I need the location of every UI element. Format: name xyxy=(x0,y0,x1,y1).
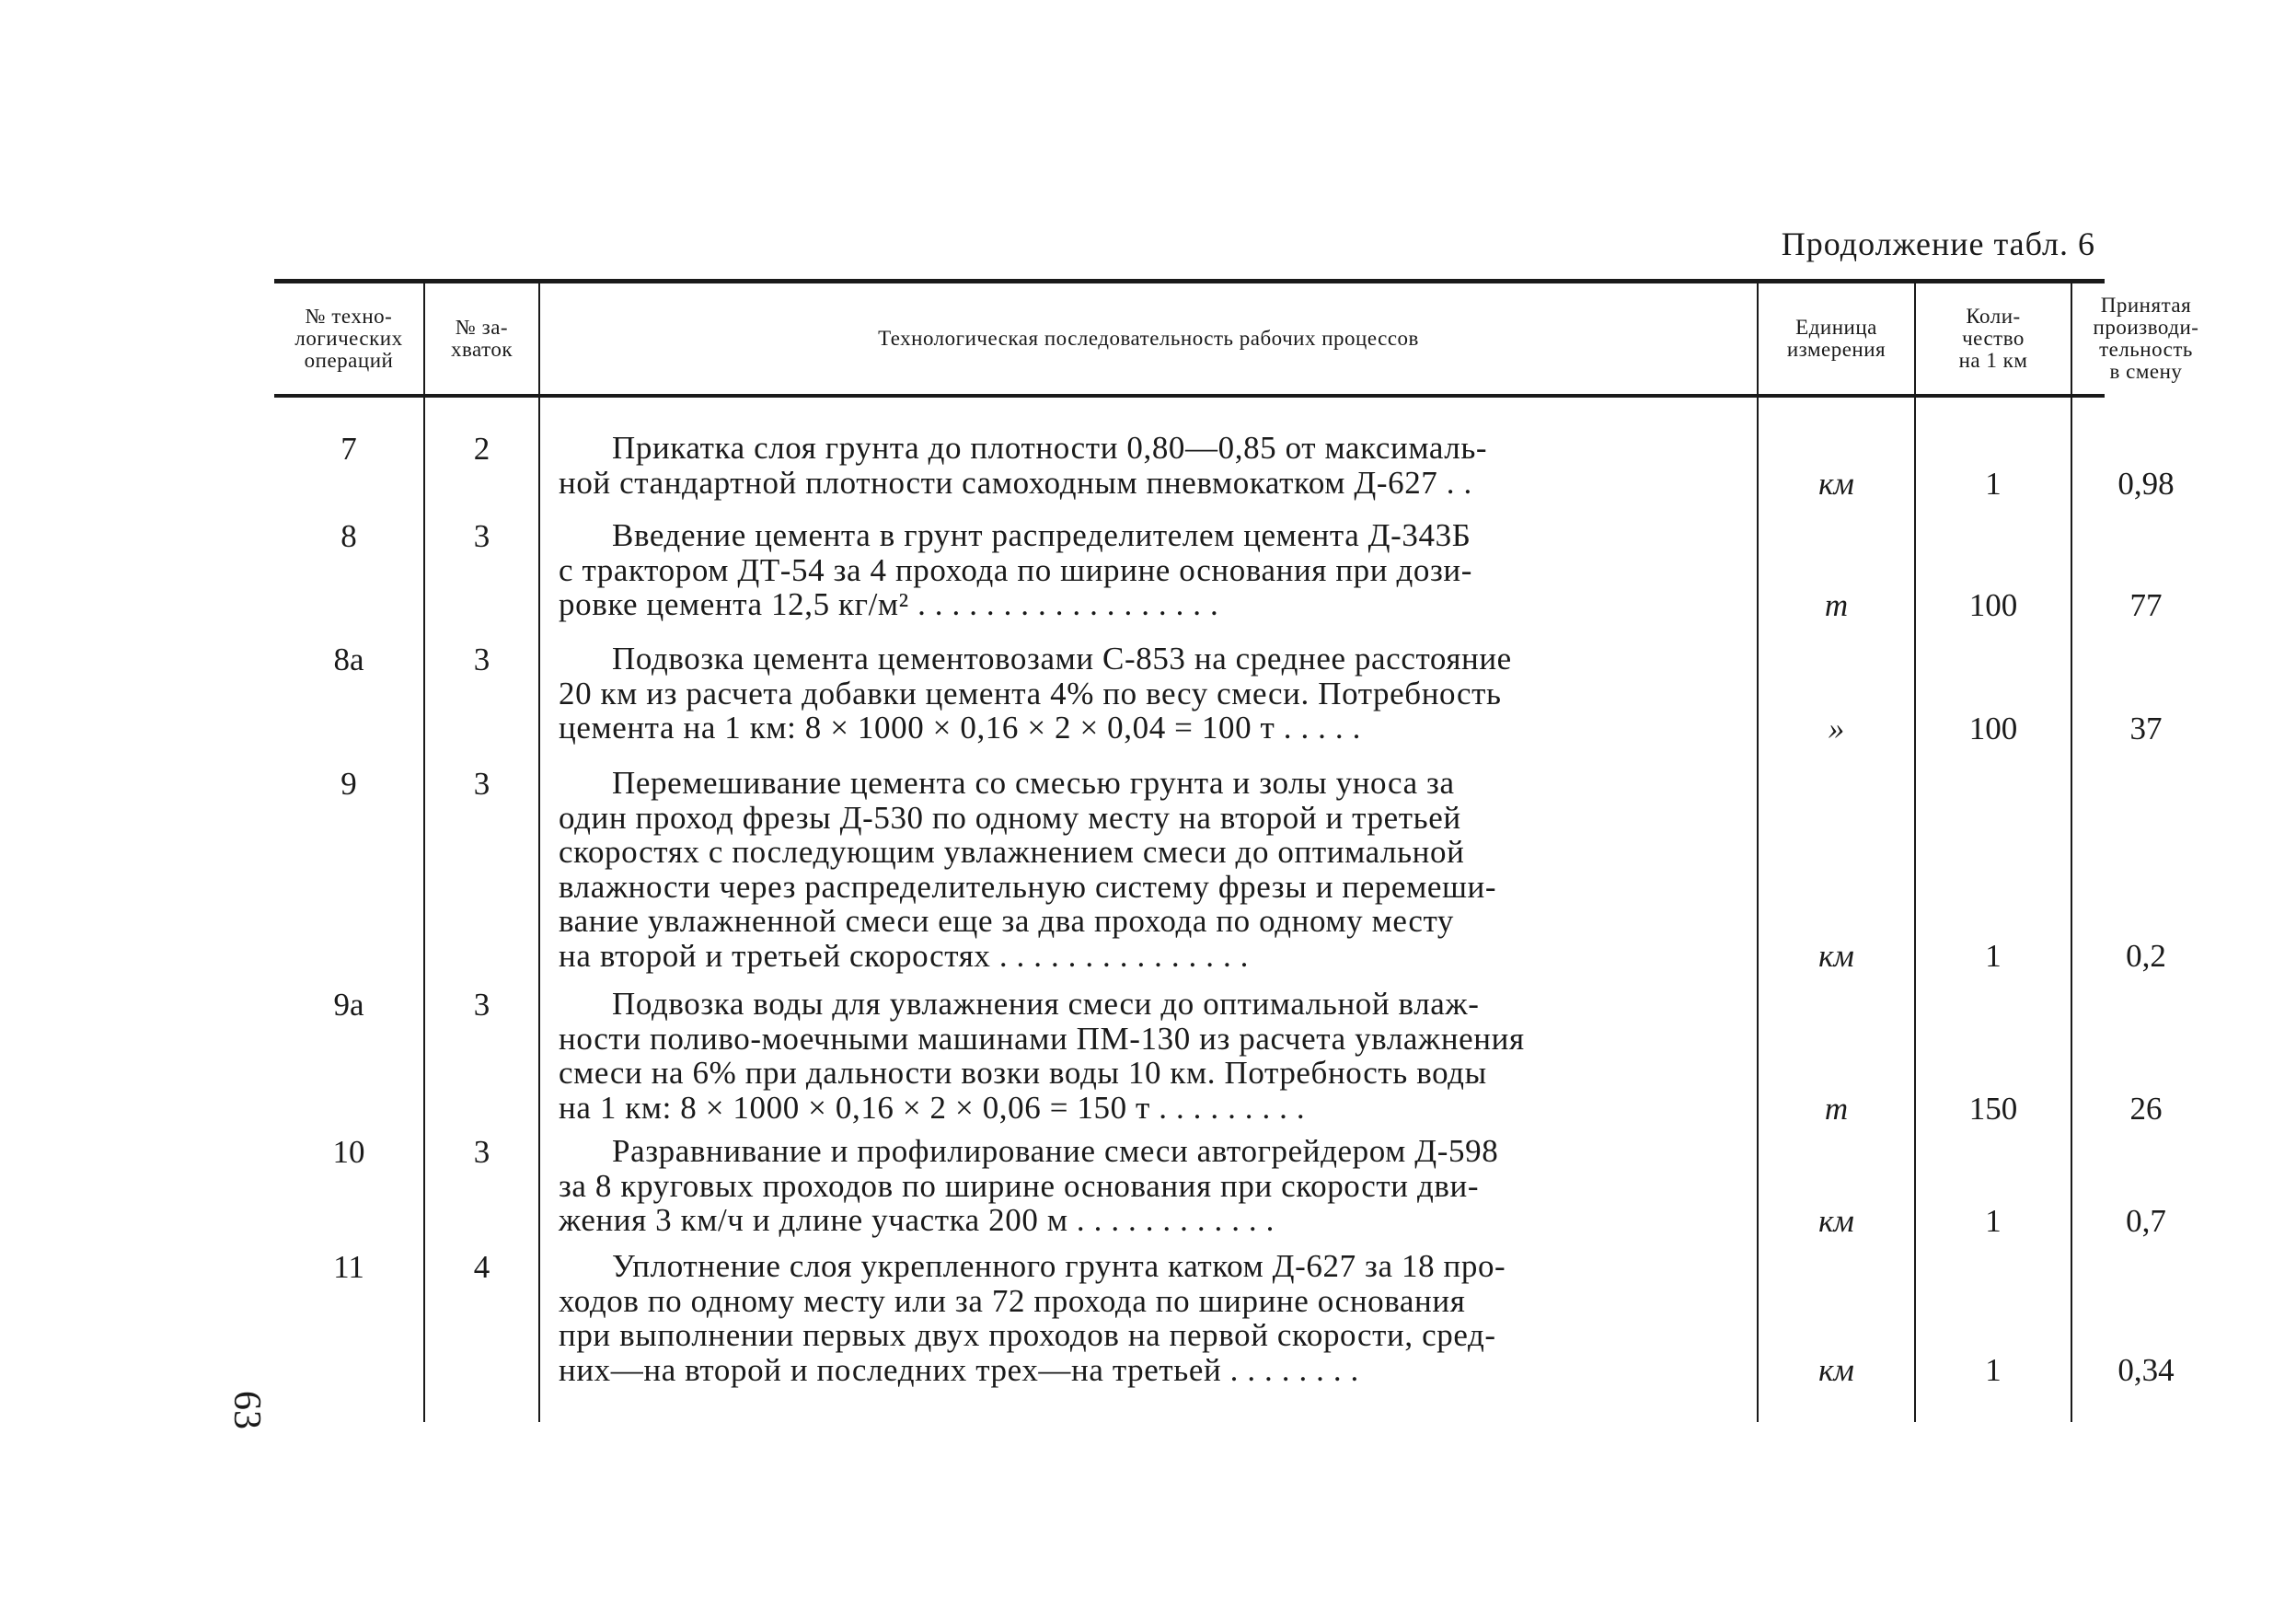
process-line: смеси на 6% при дальности возки воды 10 км. Потребность воды xyxy=(559,1055,1487,1091)
header-line: тельность xyxy=(2099,338,2193,361)
header-line: на 1 км xyxy=(1958,349,2028,372)
operation-number: 9 xyxy=(340,766,357,802)
performance-value: 77 xyxy=(2129,587,2163,623)
header-operation-number xyxy=(274,283,423,394)
grip-number: 2 xyxy=(473,431,490,467)
table-body xyxy=(274,398,2175,1422)
performance-column xyxy=(2071,398,2220,1422)
process-line: на 1 км: 8 × 1000 × 0,16 × 2 × 0,06 = 150 т . . . . . . . . . xyxy=(559,1089,1306,1126)
process-line: Подвозка цемента цементовозами С-853 на среднее расстояние xyxy=(612,641,1512,677)
grip-number: 3 xyxy=(473,766,490,802)
header-line: логических xyxy=(294,327,403,350)
header-process xyxy=(538,283,1757,394)
process-line: ности поливо-моечными машинами ПМ-130 из расчета увлажнения xyxy=(559,1020,1525,1057)
process-line: ной стандартной плотности самоходным пневмокатком Д-627 . . xyxy=(559,464,1472,501)
unit-value: км xyxy=(1818,938,1854,974)
performance-value: 0,7 xyxy=(2126,1203,2166,1239)
process-line: Прикатка слоя грунта до плотности 0,80—0,85 от максималь- xyxy=(612,430,1488,466)
process-line: влажности через распределительную систему фрезы и перемеши- xyxy=(559,868,1497,905)
header-grip-number xyxy=(423,283,538,394)
quantity-value: 1 xyxy=(1985,466,2002,502)
quantity-value: 1 xyxy=(1985,1203,2002,1239)
unit-value: км xyxy=(1818,466,1854,502)
process-description xyxy=(540,431,1757,500)
process-line: вание увлажненной смеси еще за два прохода по одному месту xyxy=(559,903,1455,939)
process-description xyxy=(540,766,1757,973)
process-line: Перемешивание цемента со смесью грунта и золы уноса за xyxy=(612,765,1455,801)
header-line: № техно- xyxy=(305,305,393,328)
header-line: производи- xyxy=(2093,316,2199,339)
process-column xyxy=(538,398,1757,1422)
operation-number: 10 xyxy=(332,1134,365,1170)
process-line: Подвозка воды для увлажнения смеси до оптимальной влаж- xyxy=(612,986,1480,1022)
process-description xyxy=(540,1249,1757,1387)
header-line: операций xyxy=(304,349,394,372)
process-description xyxy=(540,987,1757,1125)
quantity-value: 100 xyxy=(1968,711,2018,746)
grip-number: 3 xyxy=(473,1134,490,1170)
header-line: в смену xyxy=(2109,360,2183,383)
quantity-value: 1 xyxy=(1985,938,2002,974)
performance-value: 37 xyxy=(2129,711,2163,746)
page-number: 63 xyxy=(225,1391,268,1429)
grip-number: 4 xyxy=(473,1249,490,1285)
table-continuation-caption: Продолжение табл. 6 xyxy=(1781,226,2095,262)
process-line: Разравнивание и профилирование смеси автогрейдером Д-598 xyxy=(612,1133,1499,1169)
grip-number: 3 xyxy=(473,642,490,677)
header-unit xyxy=(1757,283,1914,394)
header-line: Принятая xyxy=(2100,294,2192,317)
header-quantity xyxy=(1914,283,2071,394)
process-description xyxy=(540,518,1757,622)
unit-value: » xyxy=(1828,711,1845,746)
process-line: 20 км из расчета добавки цемента 4% по весу смеси. Потребность xyxy=(559,675,1502,711)
process-line: цемента на 1 км: 8 × 1000 × 0,16 × 2 × 0,04 = 100 т . . . . . xyxy=(559,710,1361,746)
process-line: Введение цемента в грунт распределителем цемента Д-343Б xyxy=(612,517,1471,553)
process-line: за 8 круговых проходов по ширине основания при скорости дви- xyxy=(559,1167,1480,1204)
process-line: скоростях с последующим увлажнением смеси до оптимальной xyxy=(559,834,1465,870)
header-line: чество xyxy=(1962,327,2025,350)
process-line: при выполнении первых двух проходов на первой скорости, сред- xyxy=(559,1317,1496,1353)
grip-number: 3 xyxy=(473,987,490,1023)
operations-table xyxy=(274,279,2199,1422)
header-line: измерения xyxy=(1786,338,1886,361)
operation-number: 8 xyxy=(340,518,357,554)
operation-number: 9а xyxy=(333,987,364,1023)
unit-column xyxy=(1757,398,1914,1422)
operation-number: 8а xyxy=(333,642,364,677)
header-performance xyxy=(2071,283,2220,394)
header-line: хваток xyxy=(450,338,513,361)
process-line: жения 3 км/ч и длине участка 200 м . . . . . . . . . . . . xyxy=(559,1202,1275,1238)
quantity-value: 150 xyxy=(1968,1091,2018,1127)
header-line: Единица xyxy=(1795,316,1877,339)
operation-number: 11 xyxy=(333,1249,364,1285)
header-line: Коли- xyxy=(1966,305,2021,328)
process-line: Уплотнение слоя укрепленного грунта катком Д-627 за 18 про- xyxy=(612,1248,1506,1284)
unit-value: т xyxy=(1824,1091,1849,1127)
table-header xyxy=(274,279,2199,398)
unit-value: км xyxy=(1818,1352,1854,1388)
quantity-value: 100 xyxy=(1968,587,2018,623)
unit-value: км xyxy=(1818,1203,1854,1239)
quantity-value: 1 xyxy=(1985,1352,2002,1388)
process-line: один проход фрезы Д-530 по одному месту на второй и третьей xyxy=(559,799,1461,836)
process-line: ровке цемента 12,5 кг/м² . . . . . . . . . . . . . . . . . . xyxy=(559,586,1219,622)
performance-value: 0,2 xyxy=(2126,938,2166,974)
process-line: с трактором ДТ-54 за 4 прохода по ширине основания при дози- xyxy=(559,551,1472,588)
performance-value: 0,34 xyxy=(2117,1352,2175,1388)
process-line: на второй и третьей скоростях . . . . . . . . . . . . . . . xyxy=(559,937,1249,974)
process-line: них—на второй и последних трех—на третьей . . . . . . . . xyxy=(559,1351,1359,1388)
process-description xyxy=(540,642,1757,746)
operation-number: 7 xyxy=(340,431,357,467)
header-line: № за- xyxy=(455,316,509,339)
unit-value: т xyxy=(1824,587,1849,623)
process-description xyxy=(540,1134,1757,1238)
grip-number: 3 xyxy=(473,518,490,554)
header-line: Технологическая последовательность рабочих процессов xyxy=(878,327,1419,350)
process-line: ходов по одному месту или за 72 прохода по ширине основания xyxy=(559,1282,1466,1319)
operation-number-column xyxy=(274,398,423,1422)
performance-value: 26 xyxy=(2129,1091,2163,1127)
quantity-column xyxy=(1914,398,2071,1422)
performance-value: 0,98 xyxy=(2117,466,2175,502)
grip-number-column xyxy=(423,398,538,1422)
